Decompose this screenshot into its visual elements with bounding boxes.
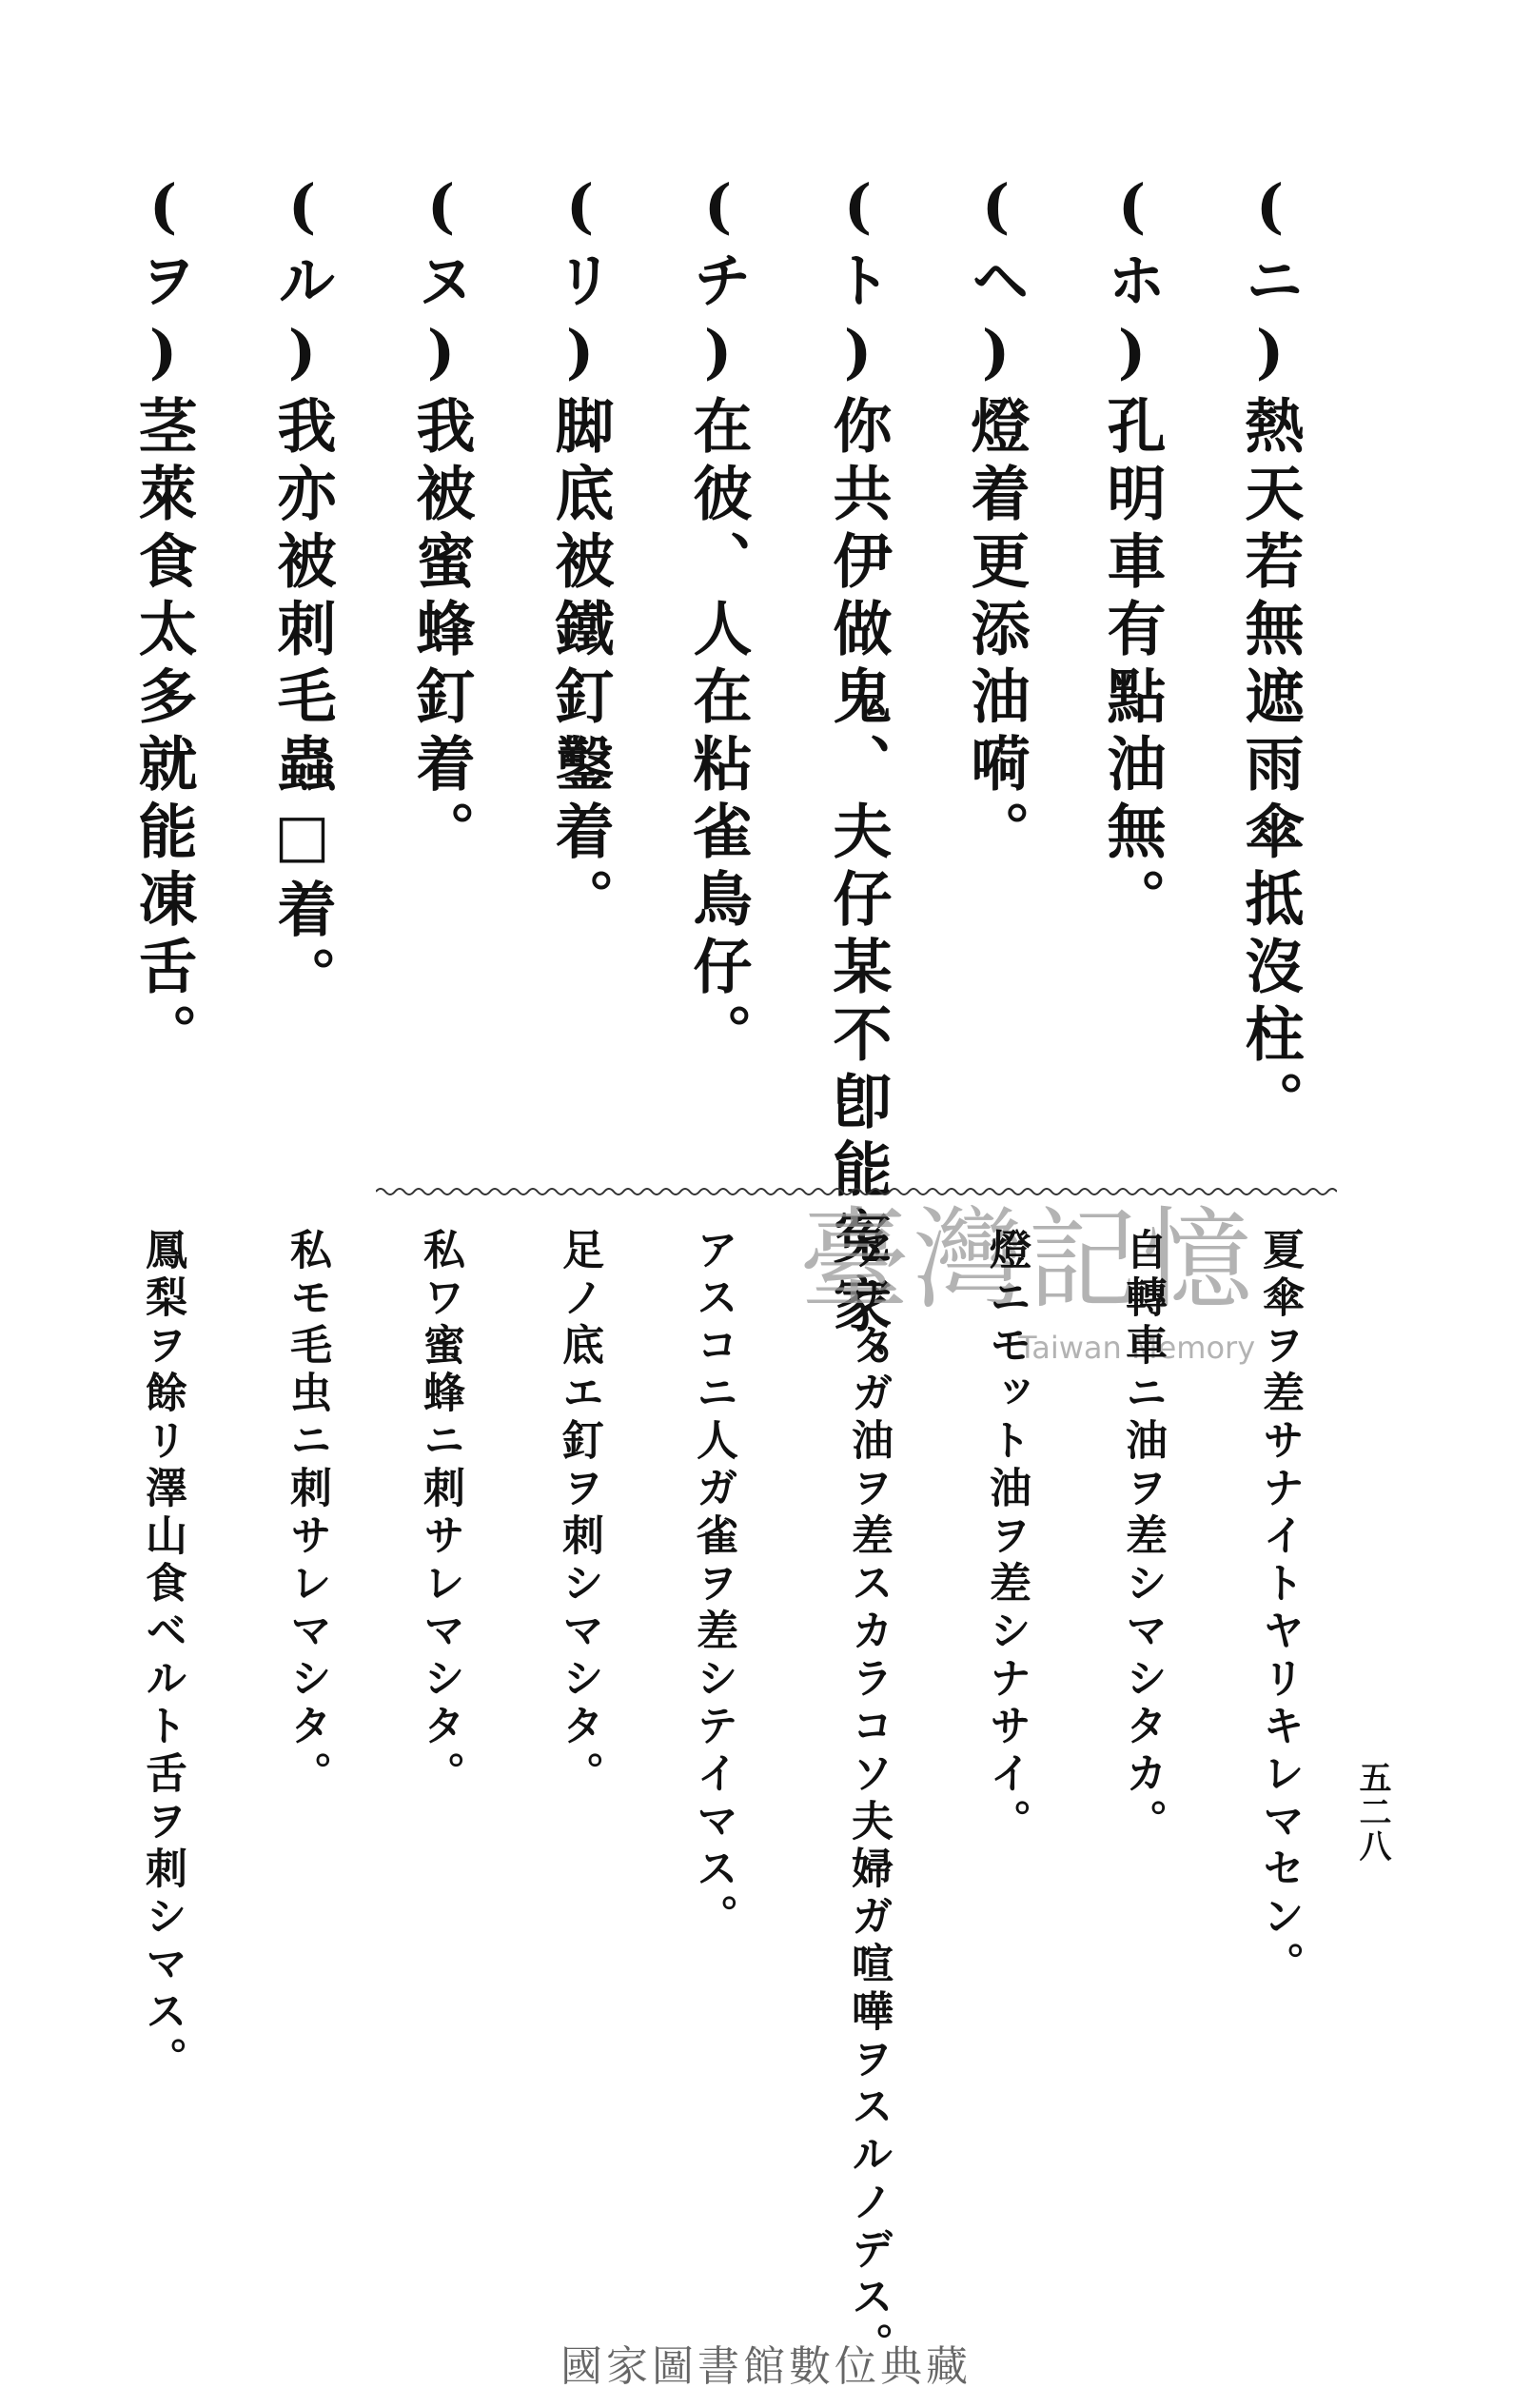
lower-line-1: 夏傘ヲ差サナイトヤリキレマセン。: [1255, 1228, 1304, 1989]
upper-line-5: (チ)在彼、人在粘雀鳥仔。: [683, 171, 753, 1071]
upper-line-2: (ホ)孔明車有點油無。: [1097, 171, 1167, 936]
page-number: 五二八: [1353, 1761, 1391, 1864]
lower-line-4: アナタガ油ヲ差スカラコソ夫婦ガ喧嘩ヲスルノデス。: [844, 1228, 893, 2370]
lower-line-5: アスコニ人ガ雀ヲ差シテイマス。: [689, 1228, 737, 1942]
watermark-logo: 臺灣記憶: [799, 1196, 1256, 1325]
upper-line-8: (ル)我亦被刺毛蟲□着。: [267, 171, 337, 1014]
upper-line-3: (ヘ)燈着更添油嗬。: [961, 171, 1031, 868]
watermark-subtitle: Taiwan Memory: [1018, 1330, 1256, 1366]
lower-line-7: 私ワ蜜蜂ニ刺サレマシタ。: [416, 1228, 464, 1799]
lower-line-3: 燈ニモット油ヲ差シナサイ。: [982, 1228, 1031, 1846]
footer-credit: 國家圖書館數位典藏: [560, 2342, 972, 2391]
upper-line-1: (ニ)熱天若無遮雨傘抵沒柱。: [1235, 171, 1305, 1138]
upper-line-7: (ヌ)我被蜜蜂釘着。: [406, 171, 476, 868]
upper-line-6: (リ)脚底被鐵釘鑿着。: [545, 171, 615, 936]
lower-line-8: 私モ毛虫ニ刺サレマシタ。: [283, 1228, 331, 1799]
lower-line-9: 鳳梨ヲ餘リ澤山食ベルト舌ヲ刺シマス。: [138, 1228, 187, 2084]
lower-line-2: 自轉車ニ油ヲ差シマシタカ。: [1118, 1228, 1167, 1846]
lower-line-6: 足ノ底エ釘ヲ刺シマシタ。: [555, 1228, 603, 1799]
upper-line-9: (ヲ)茎萊食太多就能凍舌。: [128, 171, 198, 1071]
upper-line-4: (ト)你共伊做鬼、夫仔某不卽能寃家。: [823, 171, 893, 1409]
